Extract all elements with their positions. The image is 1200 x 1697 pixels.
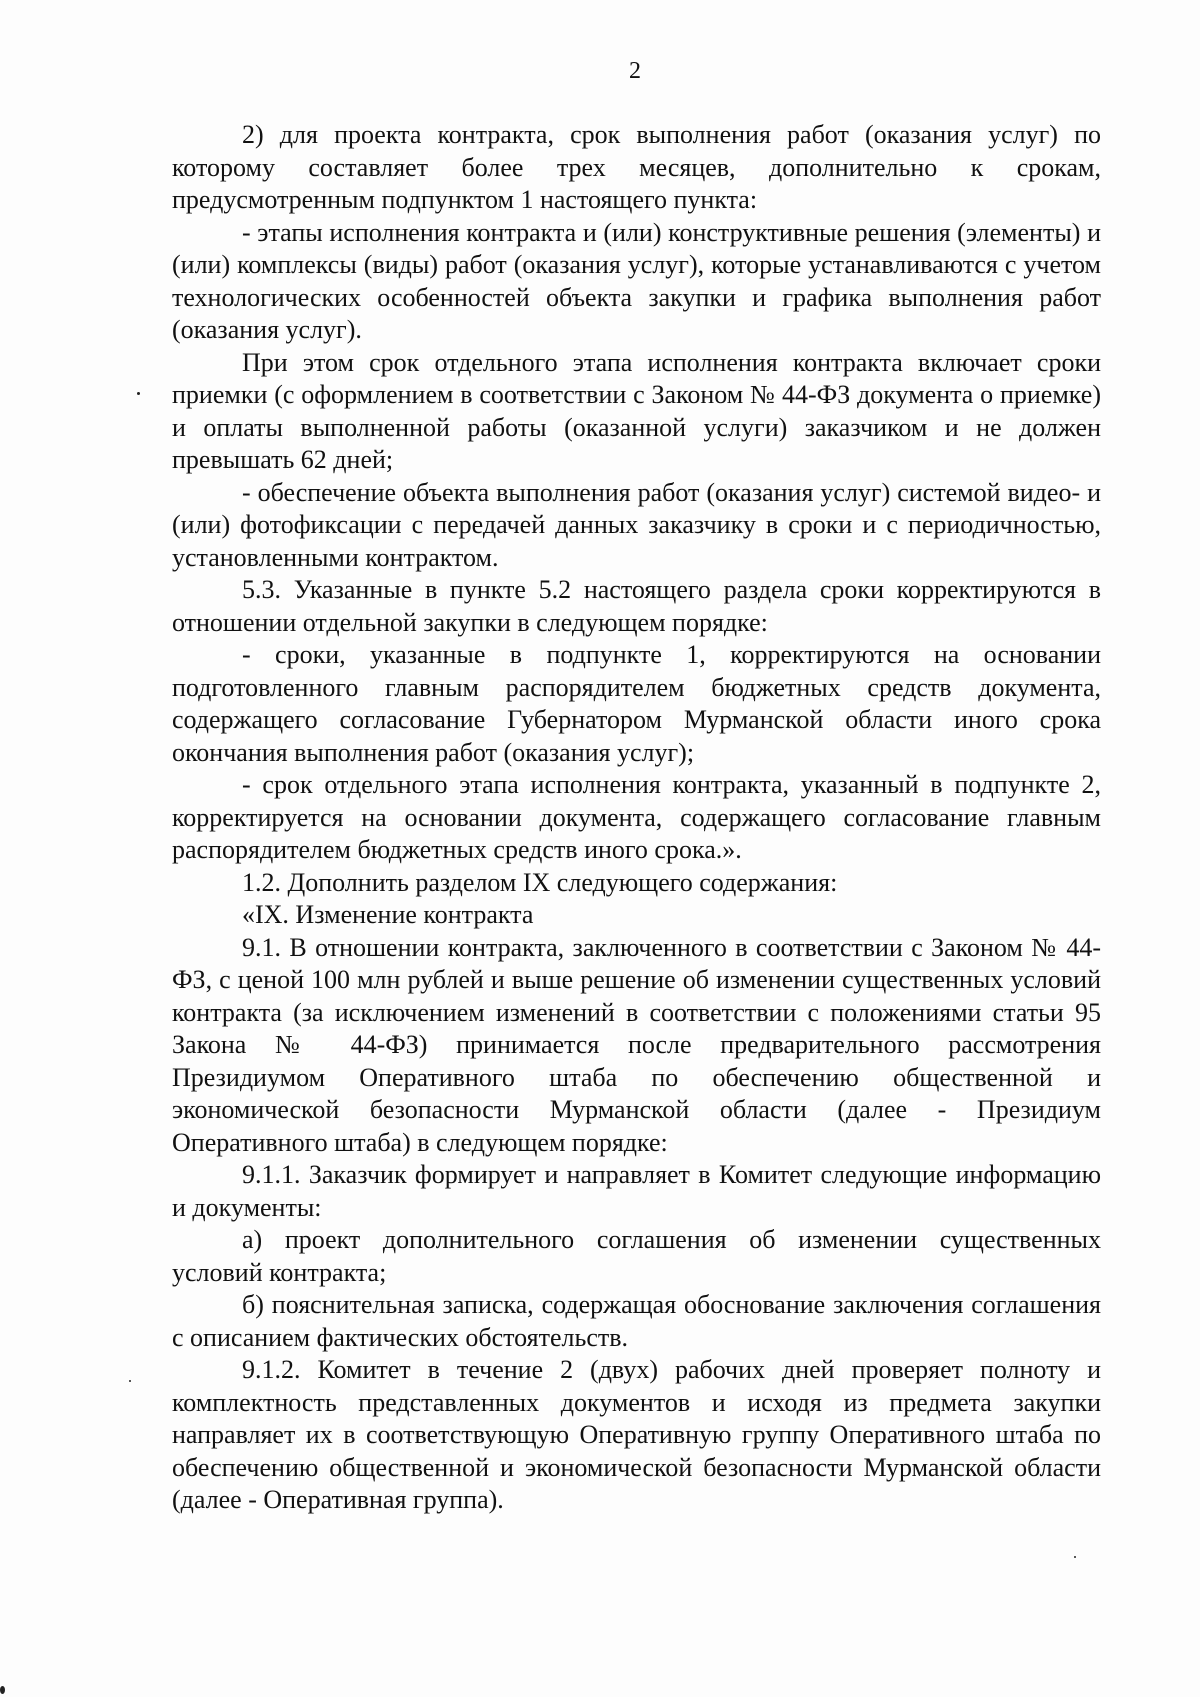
document-body bbox=[172, 119, 1101, 1517]
paragraph-2: - этапы исполнения контракта и (или) конструктивные решения (элементы) и (или) комплексы (виды) работ (оказания услуг), которые устанавливаются с учетом технологических особенностей объекта закупки и графика выполнения работ (оказания услуг). bbox=[172, 217, 1101, 344]
section-heading: «IX. Изменение контракта bbox=[242, 900, 534, 929]
paragraph-10: 9.1. В отношении контракта, заключенного в соответствии с Законом № 44-ФЗ, с ценой 100 млн рублей и выше решение об изменении существенных условий контракта (за исключением изменений в соответствии с положениями статьи 95 Закона № 44-ФЗ) принимается после предварительного рассмотрения Президиумом Оперативного штаба по обеспечению общественной и экономической безопасности Мурманской области (далее - Президиум Оперативного штаба) в следующем порядке: bbox=[172, 932, 1101, 1157]
scan-speck bbox=[1074, 1556, 1076, 1558]
paragraph-13: б) пояснительная записка, содержащая обоснование заключения соглашения с описанием фактических обстоятельств. bbox=[172, 1290, 1101, 1352]
scan-speck bbox=[137, 392, 140, 395]
paragraph-4: - обеспечение объекта выполнения работ (оказания услуг) системой видео- и (или) фотофиксации с передачей данных заказчику в сроки и с периодичностью, установленными контрактом. bbox=[172, 477, 1101, 572]
scan-speck bbox=[129, 1380, 131, 1382]
paragraph-7: - срок отдельного этапа исполнения контракта, указанный в подпункте 2, корректируется на основании документа, содержащего согласование главным распорядителем бюджетных средств иного срока.». bbox=[172, 770, 1101, 864]
page-number: 2 bbox=[629, 58, 641, 84]
paragraph-3: При этом срок отдельного этапа исполнения контракта включает сроки приемки (с оформлением в соответствии с Законом № 44-ФЗ документа о приемке) и оплаты выполненной работы (оказанной услуги) заказчиком и не должен превышать 62 дней; bbox=[172, 347, 1101, 474]
paragraph-1: 2) для проекта контракта, срок выполнения работ (оказания услуг) по которому составляет более трех месяцев, дополнительно к срокам, предусмотренным подпунктом 1 настоящего пункта: bbox=[172, 120, 1101, 214]
paragraph-6: - сроки, указанные в подпункте 1, корректируются на основании подготовленного главным распорядителем бюджетных средств документа, содержащего согласование Губернатором Мурманской области иного срока окончания выполнения работ (оказания услуг); bbox=[172, 640, 1101, 767]
paragraph-12: а) проект дополнительного соглашения об изменении существенных условий контракта; bbox=[172, 1225, 1101, 1287]
paragraph-11: 9.1.1. Заказчик формирует и направляет в Комитет следующие информацию и документы: bbox=[172, 1160, 1101, 1222]
paragraph-8: 1.2. Дополнить разделом IX следующего содержания: bbox=[242, 867, 838, 897]
paragraph-5: 5.3. Указанные в пункте 5.2 настоящего раздела сроки корректируются в отношении отдельной закупки в следующем порядке: bbox=[172, 575, 1101, 637]
scan-speck bbox=[0, 1686, 5, 1694]
paragraph-14: 9.1.2. Комитет в течение 2 (двух) рабочих дней проверяет полноту и комплектность представленных документов и исходя из предмета закупки направляет их в соответствующую Оперативную группу Оперативного штаба по обеспечению общественной и экономической безопасности Мурманской области (далее - Оперативная группа). bbox=[172, 1355, 1101, 1514]
